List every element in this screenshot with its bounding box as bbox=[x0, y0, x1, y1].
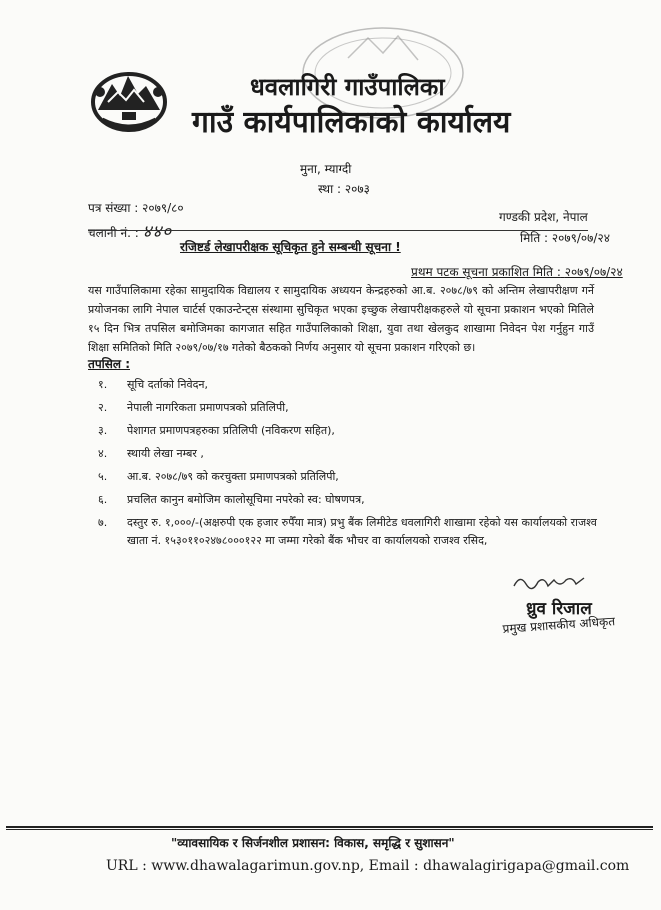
footer-divider bbox=[6, 826, 653, 828]
footer-contact: URL : www.dhawalagarimun.gov.np, Email : dhawalagirigapa@gmail.com bbox=[106, 858, 630, 874]
list-item bbox=[98, 373, 598, 396]
list-item-text: सूचि दर्ताको निवेदन, bbox=[127, 378, 209, 391]
nepal-emblem-icon bbox=[88, 62, 170, 134]
org-name: धवलागिरी गाउँपालिका bbox=[250, 73, 445, 101]
list-item bbox=[98, 511, 598, 550]
date-label: मिति : bbox=[520, 231, 549, 245]
footer-divider-thin bbox=[6, 829, 653, 830]
signatory-title: प्रमुख प्रशासकीय अधिकृत bbox=[502, 614, 616, 636]
list-item-text: पेशागत प्रमाणपत्रहरुका प्रतिलिपी (नविकरण सहित), bbox=[127, 424, 335, 437]
list-item-number: ६. bbox=[98, 493, 108, 506]
chalani-label: चलानी नं. : bbox=[88, 226, 139, 240]
list-item bbox=[98, 396, 598, 419]
list-item-text: स्थायी लेखा नम्बर , bbox=[127, 447, 204, 460]
list-item bbox=[98, 488, 598, 511]
requirements-list bbox=[98, 373, 598, 550]
date-value: २०७९/०७/२४ bbox=[551, 231, 610, 245]
signature-scribble bbox=[510, 572, 590, 594]
signatory-name: ध्रुव रिजाल bbox=[526, 599, 592, 619]
list-item-text: नेपाली नागरिकता प्रमाणपत्रको प्रतिलिपी, bbox=[127, 401, 289, 414]
header-divider bbox=[88, 230, 588, 231]
patra-sankhya bbox=[88, 199, 184, 216]
province: गण्डकी प्रदेश, नेपाल bbox=[499, 210, 588, 224]
list-item bbox=[98, 442, 598, 465]
letter-date bbox=[520, 229, 610, 246]
address-line-1: मुना, म्याग्दी bbox=[300, 162, 352, 176]
publication-date bbox=[411, 263, 623, 280]
office-name: गाउँ कार्यपालिकाको कार्यालय bbox=[192, 105, 511, 140]
list-item-number: ३. bbox=[98, 424, 108, 437]
address-line-2: स्था : २०७३ bbox=[318, 182, 370, 196]
list-item-text: प्रचलित कानुन बमोजिम कालोसूचिमा नपरेको स्व: घोषणपत्र, bbox=[127, 493, 365, 506]
list-item-text: आ.ब. २०७८/७९ को करचुक्ता प्रमाणपत्रको प्रतिलिपी, bbox=[127, 470, 339, 483]
patra-value: २०७९/८० bbox=[142, 201, 184, 215]
published-date: २०७९/०७/२४ bbox=[564, 265, 623, 279]
list-item-number: ७. bbox=[98, 516, 108, 529]
footer-slogan: "व्यावसायिक र सिर्जनशील प्रशासन: विकास, समृद्धि र सुशासन" bbox=[171, 836, 455, 850]
list-heading: तपसिल : bbox=[88, 357, 130, 371]
published-label: प्रथम पटक सूचना प्रकाशित मिति : bbox=[411, 265, 561, 279]
list-item-number: १. bbox=[98, 378, 108, 391]
list-item-number: ४. bbox=[98, 447, 108, 460]
list-item bbox=[98, 465, 598, 488]
list-item-text: दस्तुर रु. १,०००/-(अक्षरुपी एक हजार रुपैँया मात्र) प्रभु बैंक लिमीटेड धवलागिरी शाखामा रहेको यस कार्यालयको राजश्व खाता नं. १५३०११०२४७८०००१२२ मा जम्मा गरेको बैंक भौचर वा कार्यालयको राजश्व रसिद, bbox=[127, 516, 597, 547]
chalani-value: ४४० bbox=[142, 222, 173, 242]
list-item-number: ५. bbox=[98, 470, 108, 483]
list-item-number: २. bbox=[98, 401, 108, 414]
list-item bbox=[98, 419, 598, 442]
notice-body: यस गाउँपालिकामा रहेका सामुदायिक विद्यालय र सामुदायिक अध्ययन केन्द्रहरुको आ.ब. २०७८/७९ को अन्तिम लेखापरीक्षण गर्ने प्रयोजनका लागि नेपाल चार्टर्स एकाउन्टेन्ट्स संस्थामा सुचिकृत भएका इच्छुक लेखापरीक्षकहरुले यो सूचना प्रकाशन भएको मितिले १५ दिन भित्र तपसिल बमोजिमका कागजात सहित गाउँपालिकाको शिक्षा, युवा तथा खेलकुद शाखामा निवेदन पेश गर्नुहुन गाउँ शिक्षा समितिको मिति २०७९/०७/१७ गतेको बैठकको निर्णय अनुसार यो सूचना प्रकाशन गरिएको छ। bbox=[88, 284, 594, 354]
notice-subject: रजिष्टर्ड लेखापरीक्षक सूचिकृत हुने सम्बन्धी सूचना ! bbox=[180, 240, 401, 254]
patra-label: पत्र संख्या : bbox=[88, 201, 139, 215]
